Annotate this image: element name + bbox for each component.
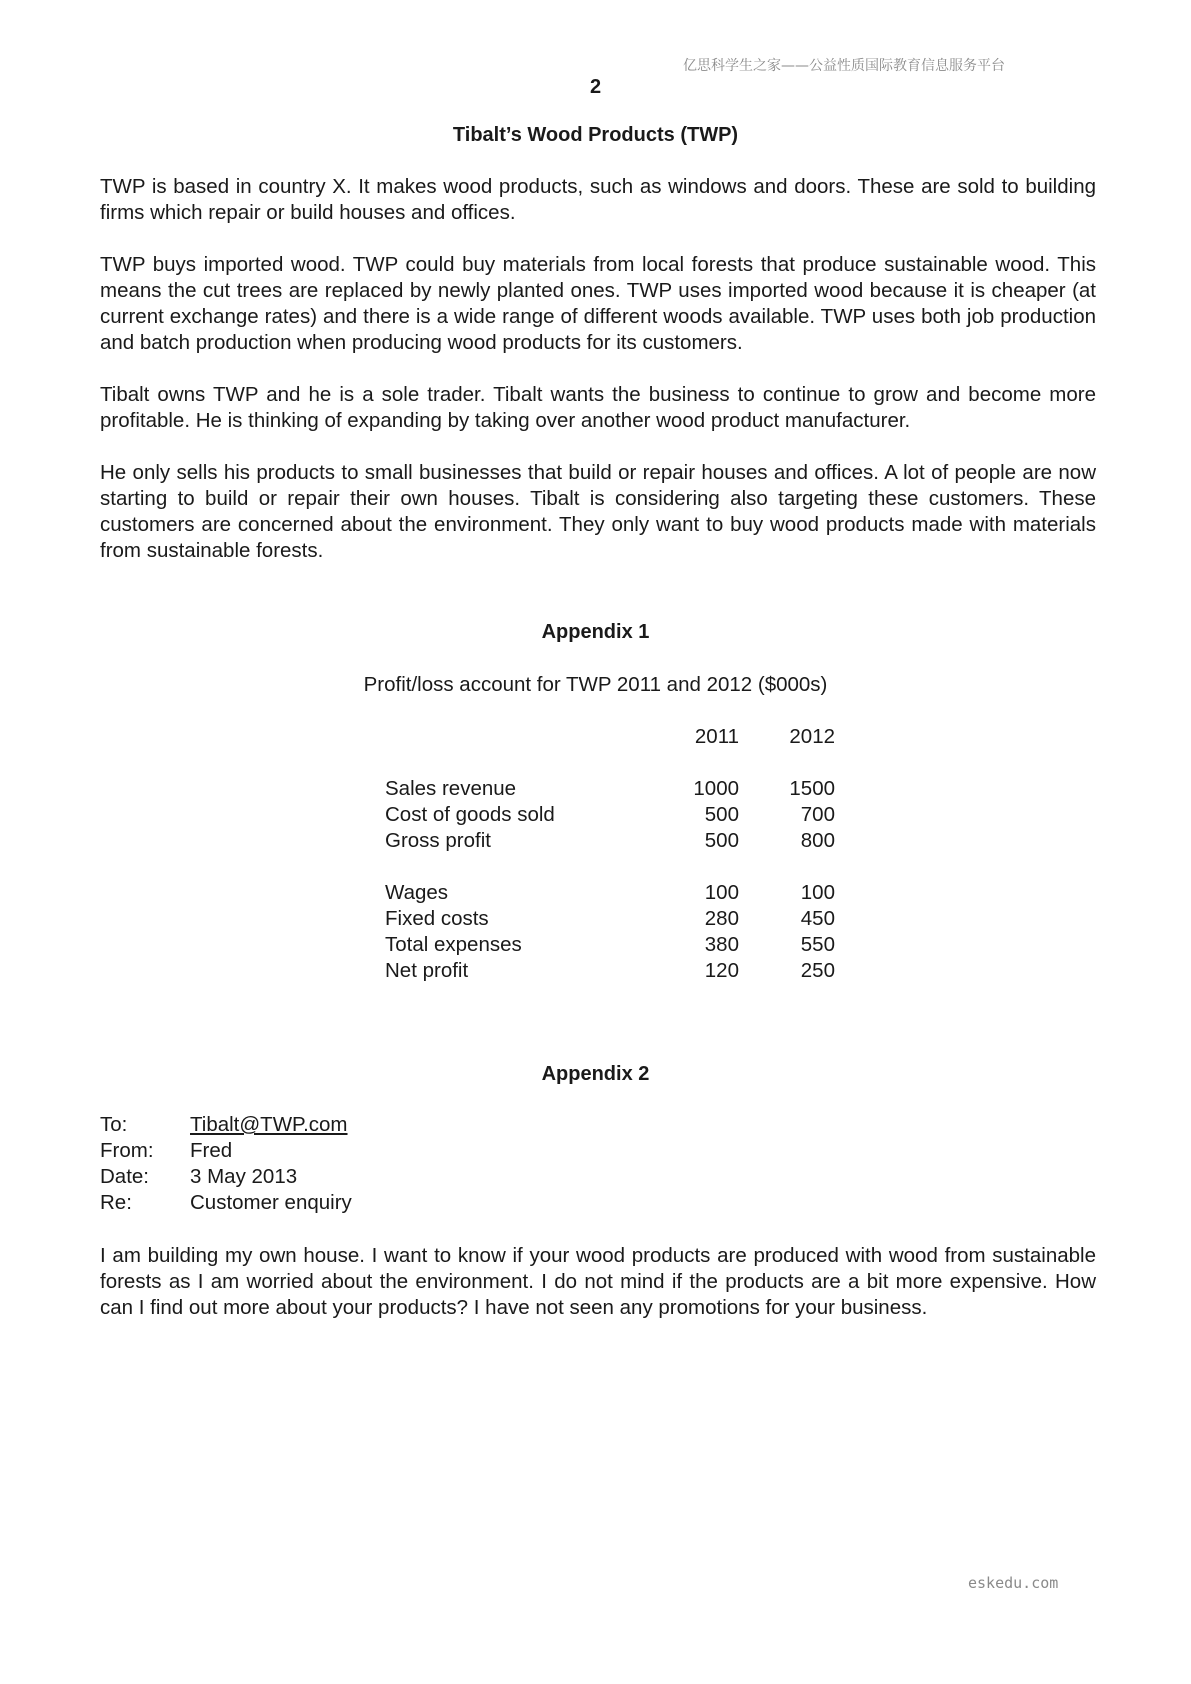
from-value: Fred <box>190 1139 233 1162</box>
to-label: To: <box>100 1113 128 1136</box>
value-2011: 120 <box>704 959 739 982</box>
header-label-cell <box>385 724 643 750</box>
watermark-header: 亿思科学生之家——公益性质国际教育信息服务平台 <box>683 58 1005 74</box>
value-2012: 450 <box>800 907 835 930</box>
table-row <box>385 776 835 802</box>
table-row <box>385 906 835 932</box>
page-number: 2 <box>589 76 602 98</box>
from-label: From: <box>100 1139 154 1162</box>
row-label: Sales revenue <box>385 777 517 800</box>
memo-from-row <box>100 1139 352 1165</box>
date-label: Date: <box>100 1165 149 1188</box>
value-2012: 800 <box>800 829 835 852</box>
re-value: Customer enquiry <box>190 1191 352 1214</box>
date-value: 3 May 2013 <box>190 1165 298 1188</box>
value-2012: 1500 <box>789 777 835 800</box>
re-label: Re: <box>100 1191 132 1214</box>
table-row <box>385 958 835 984</box>
table-row <box>385 880 835 906</box>
to-value <box>190 1113 352 1139</box>
header-2011: 2011 <box>694 725 739 748</box>
row-label: Wages <box>385 881 449 904</box>
value-2011: 280 <box>704 907 739 930</box>
appendix-2-heading: Appendix 2 <box>541 1063 650 1085</box>
paragraph-intro: TWP is based in country X. It makes wood products, such as windows and doors. These are sold to building firms which repair or build houses and offices. <box>100 175 1096 224</box>
row-label: Total expenses <box>385 933 522 956</box>
value-2012: 250 <box>800 959 835 982</box>
row-label: Gross profit <box>385 829 491 852</box>
email-header <box>100 1113 352 1217</box>
table-row <box>385 932 835 958</box>
email-link[interactable]: Tibalt@TWP.com <box>190 1113 348 1136</box>
row-label: Fixed costs <box>385 907 489 930</box>
appendix-1-heading: Appendix 1 <box>541 621 650 643</box>
memo-date-row <box>100 1165 352 1191</box>
value-2011: 500 <box>704 803 739 826</box>
value-2012: 700 <box>800 803 835 826</box>
header-2012: 2012 <box>789 725 835 748</box>
paragraph-materials: TWP buys imported wood. TWP could buy materials from local forests that produce sustainable wood. This means the cut trees are replaced by newly planted ones. TWP uses imported wood because it is cheaper (at current exchange rates) and there is a wide range of different woods available. TWP uses both job production and batch production when producing wood products for its customers. <box>100 253 1096 354</box>
paragraph-customers: He only sells his products to small businesses that build or repair houses and offices. A lot of people are now starting to build or repair their own houses. Tibalt is considering also targeting these customers. These customers are concerned about the environment. They only want to buy wood products made with materials from sustainable forests. <box>100 461 1096 562</box>
email-body: I am building my own house. I want to know if your wood products are produced with wood from sustainable forests as I am worried about the environment. I do not mind if the products are a bit more expensive. How can I find out more about your products? I have not seen any promotions for your business. <box>100 1244 1096 1319</box>
table-row <box>385 828 835 854</box>
memo-re-row <box>100 1191 352 1217</box>
spacer-row <box>385 750 835 776</box>
row-label: Net profit <box>385 959 469 982</box>
value-2012: 550 <box>800 933 835 956</box>
value-2011: 1000 <box>693 777 739 800</box>
value-2011: 500 <box>704 829 739 852</box>
memo-to-row <box>100 1113 352 1139</box>
spacer-row <box>385 854 835 880</box>
value-2011: 100 <box>704 881 739 904</box>
table-caption: Profit/loss account for TWP 2011 and 2012 ($000s) <box>363 673 828 696</box>
page-title: Tibalt’s Wood Products (TWP) <box>452 124 739 146</box>
table-row <box>385 802 835 828</box>
value-2011: 380 <box>704 933 739 956</box>
table-header-row <box>385 724 835 750</box>
value-2012: 100 <box>800 881 835 904</box>
profit-loss-table <box>385 724 835 984</box>
row-label: Cost of goods sold <box>385 803 555 826</box>
watermark-footer: eskedu.com <box>968 1574 1059 1592</box>
paragraph-owner: Tibalt owns TWP and he is a sole trader. Tibalt wants the business to continue to grow and become more profitable. He is thinking of expanding by taking over another wood product manufacturer. <box>100 383 1096 432</box>
